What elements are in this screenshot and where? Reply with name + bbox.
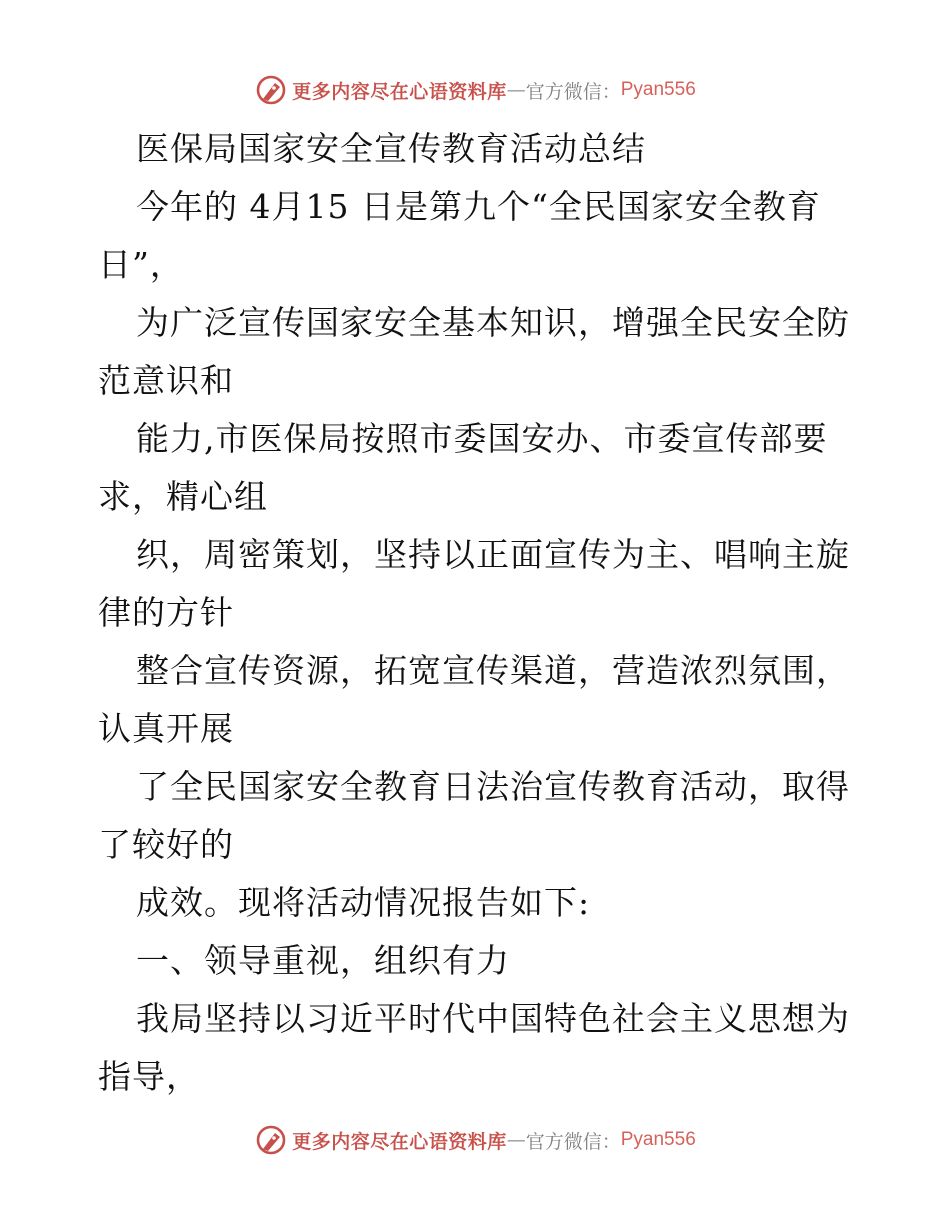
header-watermark (0, 70, 950, 110)
paragraph-line: 范意识和 (98, 361, 234, 400)
footer-watermark (0, 1120, 950, 1160)
paragraph-line: 日”， (98, 245, 184, 284)
paragraph-line: 为广泛宣传国家安全基本知识，增强全民安全防 (136, 303, 850, 342)
pen-nib-circle-icon (254, 1123, 288, 1157)
paragraph-line: 律的方针 (98, 593, 234, 632)
watermark-official-label: 官方微信： (525, 1130, 621, 1153)
paragraph-line: 求，精心组 (98, 477, 268, 516)
paragraph-line: 整合宣传资源，拓宽宣传渠道，营造浓烈氛围， (136, 651, 850, 690)
watermark-site-text: 更多内容尽在心语资料库 (292, 1130, 507, 1153)
pen-nib-circle-icon (254, 73, 288, 107)
paragraph-line: 织，周密策划，坚持以正面宣传为主、唱响主旋 (136, 535, 850, 574)
watermark-site-text: 更多内容尽在心语资料库 (292, 80, 507, 103)
paragraph-line: 了较好的 (98, 825, 234, 864)
document-title: 医保局国家安全宣传教育活动总结 (136, 129, 646, 168)
section-heading: 一、领导重视，组织有力 (136, 941, 510, 980)
paragraph-line: 能力,市医保局按照市委国安办、市委宣传部要 (136, 419, 828, 458)
paragraph-line: 了全民国家安全教育日法治宣传教育活动，取得 (136, 767, 850, 806)
paragraph-line: 指导， (98, 1057, 200, 1096)
watermark-dash: — (506, 1129, 526, 1151)
document-body (98, 120, 858, 1106)
watermark-wechat-id: Pyan556 (620, 1129, 696, 1150)
paragraph-line: 今年的 4月15 日是第九个“全民国家安全教育 (136, 187, 821, 226)
watermark-official-label: 官方微信： (525, 80, 621, 103)
paragraph-line: 我局坚持以习近平时代中国特色社会主义思想为 (136, 999, 850, 1038)
watermark-dash: — (506, 79, 526, 101)
paragraph-line: 成效。现将活动情况报告如下: (136, 883, 591, 922)
paragraph-line: 认真开展 (98, 709, 234, 748)
watermark-wechat-id: Pyan556 (620, 79, 696, 100)
